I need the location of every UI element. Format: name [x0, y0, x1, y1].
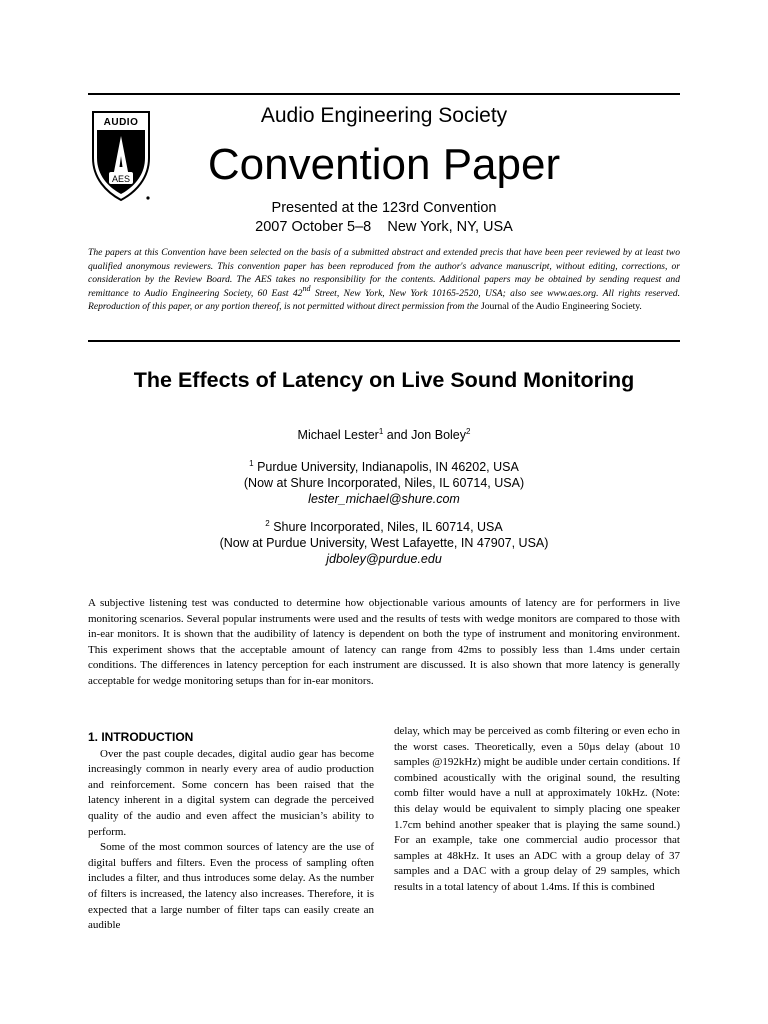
convention-date-location: 2007 October 5–8 New York, NY, USA: [255, 219, 513, 235]
top-rule: [88, 93, 680, 95]
body-column-left: [88, 730, 374, 934]
intro-paragraph-1: Over the past couple decades, digital audio gear has become increasingly common in nearly every area of audio production and reinforcement. Some concern has been raised that the latency inherent in a digital system can degrade the perceived quality of the audio and even affect the musician’s ability to perform.: [88, 747, 374, 838]
author-line: [88, 428, 680, 442]
abstract: A subjective listening test was conducted to determine how objectionable various amounts of latency are for performers in live monitoring scenarios. Several popular instruments were used and the results of tests with wedge monitors are compared to those with in-ear monitors. It is shown that the audibility of latency is dependent on both the type of instrument and monitoring environment. This experiment shows that the acceptable amount of latency can range from 42ms to possibly less than 1.4ms under certain conditions. The differences in latency perception for each instrument are discussed. It is also shown that more latency is generally acceptable for wedge monitoring setups than for in-ear monitors.: [88, 597, 680, 687]
aff2-sup: 2: [265, 519, 270, 528]
disclaimer-text: The papers at this Convention have been selected on the basis of a submitted abstract and extended precis that have been peer reviewed by at least two qualified anonymous reviewers. This convention paper has been reproduced from the author's advance manuscript, without editing, corrections, or consideration by the Review Board. The AES takes no responsibility for the contents. Additional papers may be obtained by sending request and remittance to Audio Engineering Society, 60 East 42: [88, 247, 680, 299]
author-1: Michael Lester: [297, 428, 379, 442]
svg-text:AES: AES: [111, 174, 131, 184]
author-2: and Jon Boley: [383, 428, 466, 442]
aff2-current: (Now at Purdue University, West Lafayette, IN 47907, USA): [219, 536, 549, 550]
document-type-title: Convention Paper: [207, 140, 561, 189]
aff2-institution: Shure Incorporated, Niles, IL 60714, USA: [269, 520, 503, 534]
aes-logo: [90, 110, 152, 202]
disclaimer-journal: Journal of the Audio Engineering Society.: [478, 301, 642, 313]
disclaimer-text-2: Street, New York, New York 10165-2520, USA; also see www.aes.org. All rights reserved. Reproduction of this paper, or any portion thereof, is not permitted without direct permission from the: [88, 287, 680, 313]
aff1-email[interactable]: lester_michael@shure.com: [308, 492, 460, 506]
aff2-email[interactable]: jdboley@purdue.edu: [326, 552, 442, 566]
convention-name: Presented at the 123rd Convention: [271, 200, 497, 216]
disclaimer-sup: nd: [302, 283, 311, 293]
paper-title: The Effects of Latency on Live Sound Monitoring: [133, 368, 635, 392]
convention-info: [150, 199, 618, 237]
header-bottom-rule: [88, 340, 680, 342]
affiliation-2: [88, 519, 680, 567]
aff1-sup: 1: [249, 459, 254, 468]
aff1-current: (Now at Shure Incorporated, Niles, IL 60714, USA): [243, 476, 525, 490]
svg-text:AUDIO: AUDIO: [103, 117, 139, 128]
author-2-sup: 2: [466, 427, 471, 436]
intro-paragraph-2: Some of the most common sources of latency are the use of digital buffers and filters. Even the process of sampling often includes a filter, and thus introduces some delay. As the number of filters is increased, the latency also increases. Therefore, it is expected that a large number of filter taps can easily create an audible: [88, 841, 374, 932]
affiliation-1: [88, 459, 680, 507]
aff1-institution: Purdue University, Indianapolis, IN 46202, USA: [253, 460, 519, 474]
society-name: Audio Engineering Society: [260, 104, 508, 127]
section-heading-introduction: 1. INTRODUCTION: [88, 730, 194, 744]
review-disclaimer: [88, 246, 680, 314]
author-1-sup: 1: [378, 427, 384, 436]
intro-paragraph-3: delay, which may be perceived as comb filtering or even echo in the worst cases. Theoretically, even a 50µs delay (about 10 samples @192kHz) might be audible under certain conditions. If combined acoustically with the original sound, the resulting comb filter would have a null at approximately 10kHz. (Note: this delay would be equivalent to simply placing one speaker 1.7cm behind another speaker that is playing the same sound.) For an example, take one commercial audio processor that samples at 48kHz. It uses an ADC with a group delay of 37 samples and a DAC with a group delay of 29 samples, which results in a total latency of about 1.4ms. If this is combined: [394, 725, 680, 893]
body-column-right: [394, 724, 680, 896]
